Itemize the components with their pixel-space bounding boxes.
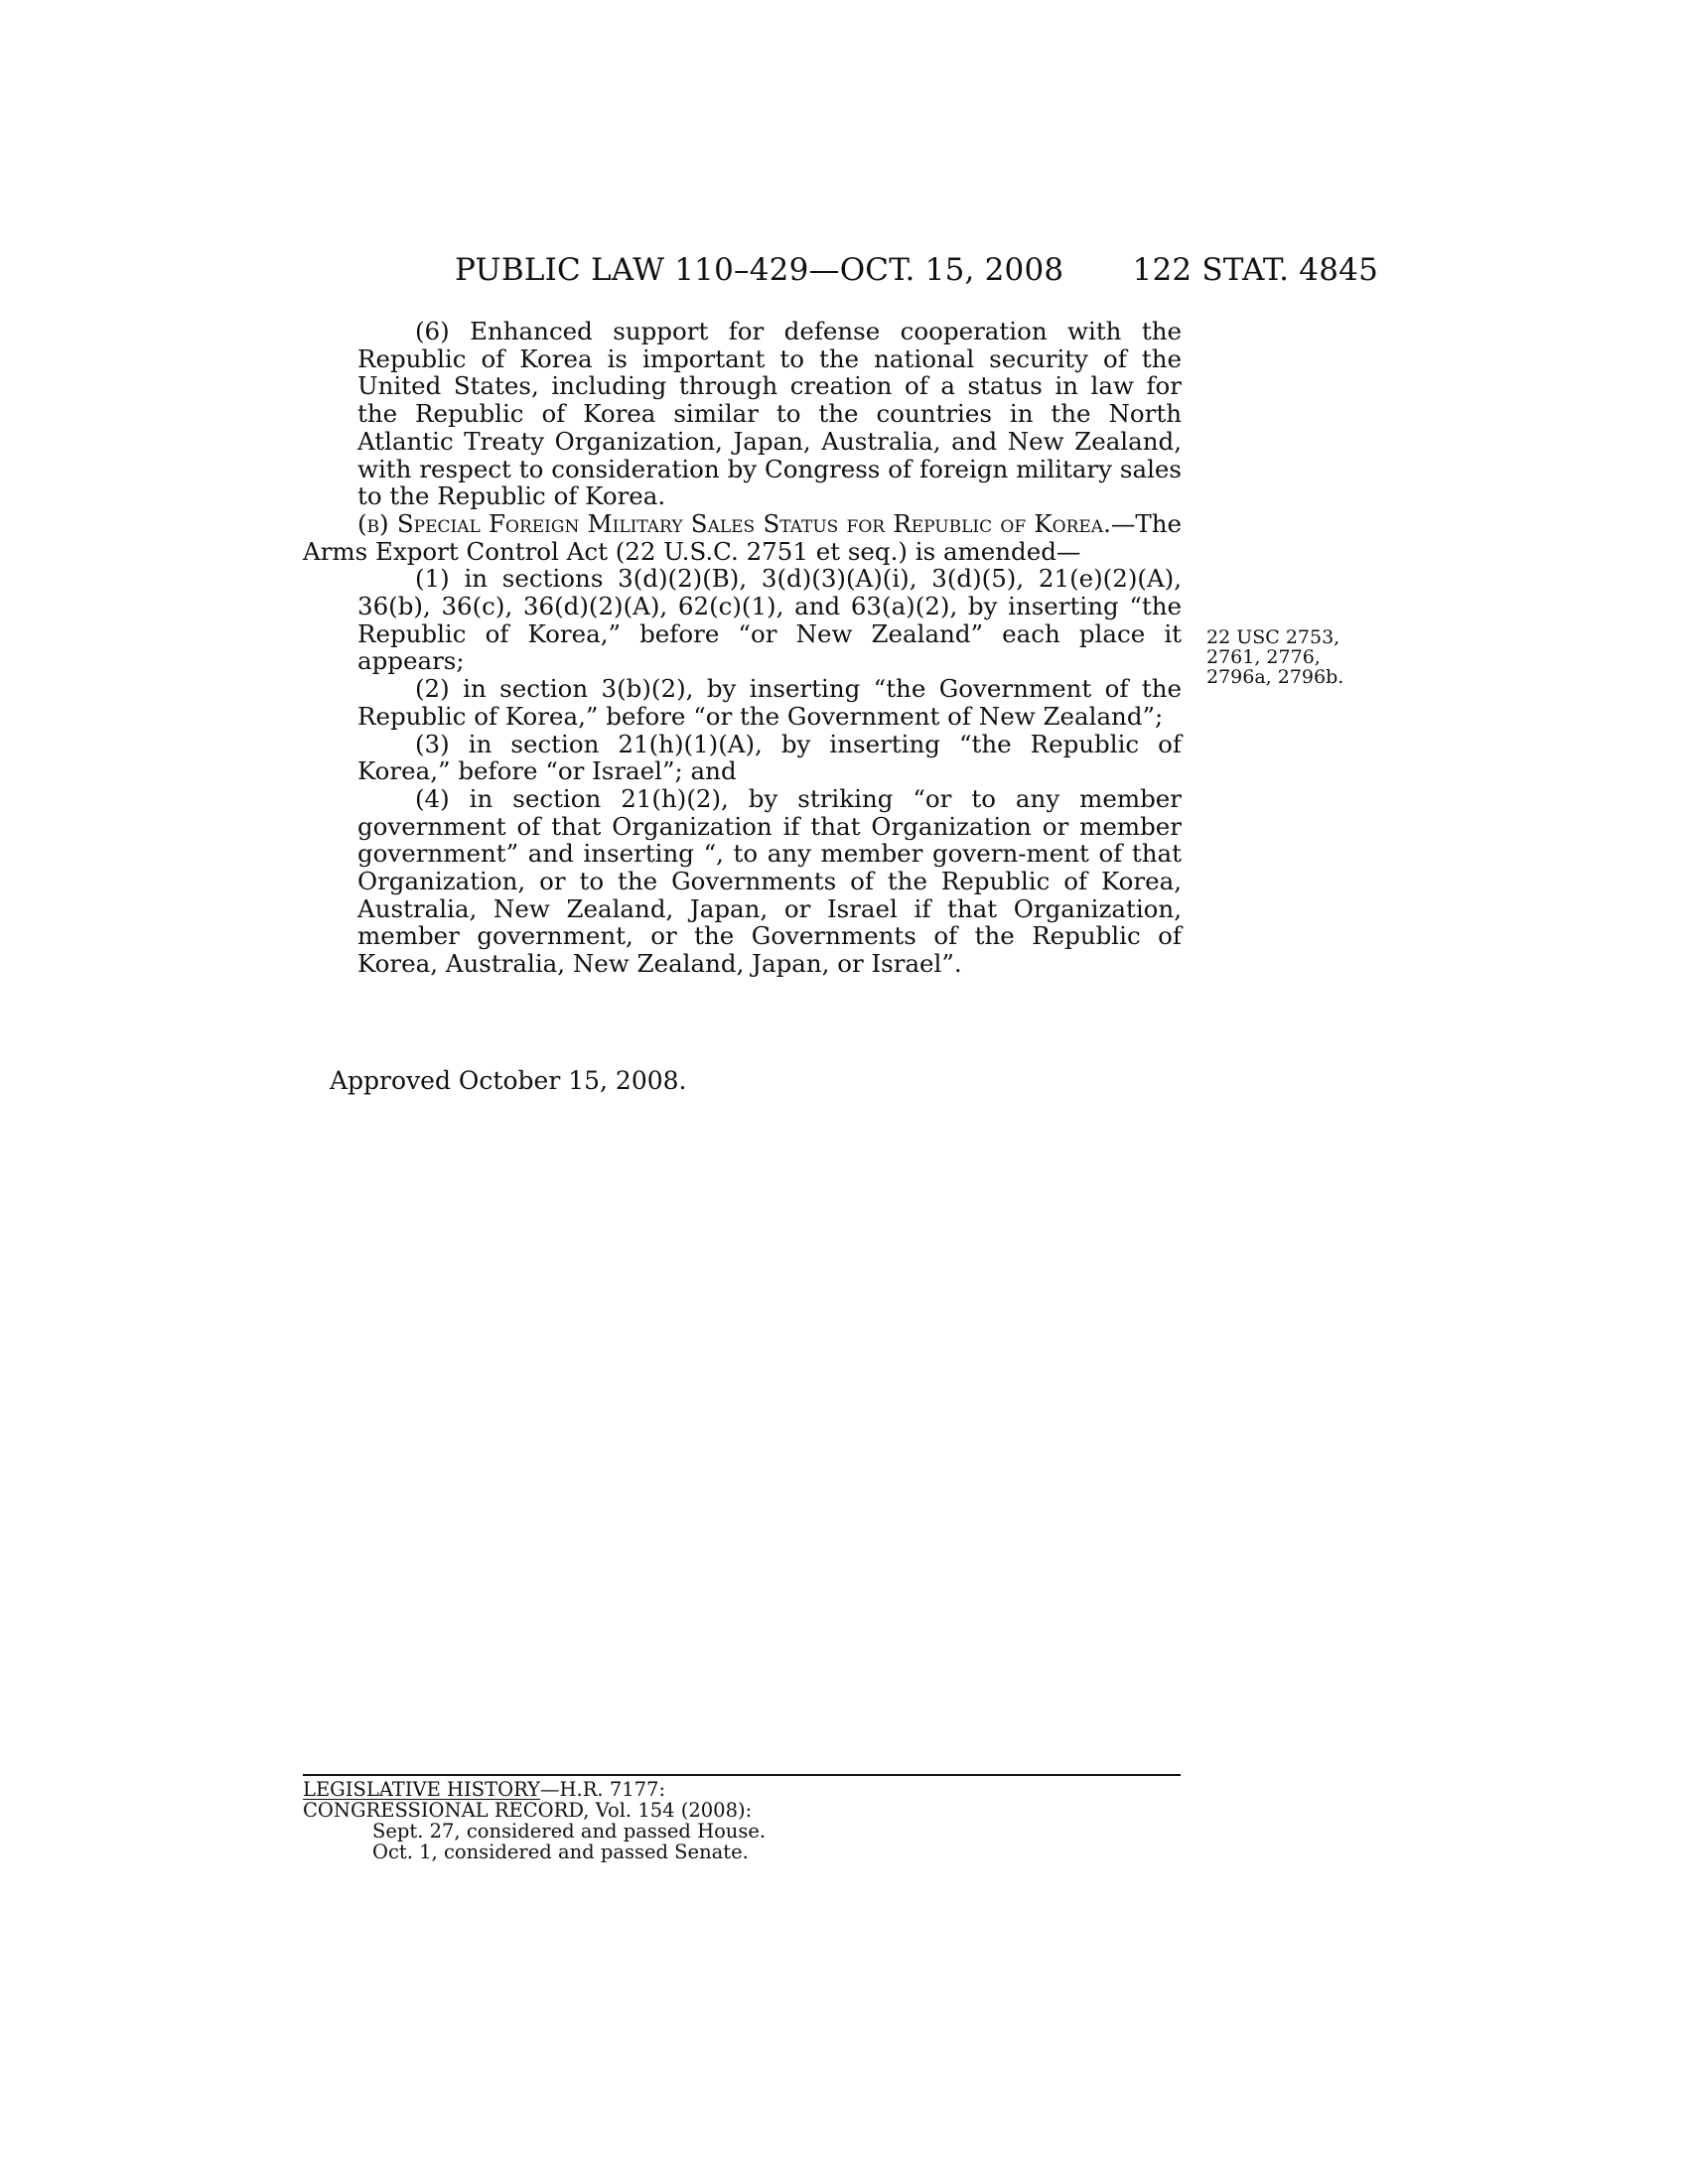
amendment-item-3: (3) in section 21(h)(1)(A), by inserting “the Republic of Korea,” before “or Israel”; and	[357, 729, 1182, 786]
approval-date: Approved October 15, 2008.	[330, 1066, 687, 1095]
paragraph-b-heading: (b) Special Foreign Military Sales Status for Republic of Korea.	[357, 508, 1111, 538]
margin-citation-note: 22 USC 2753, 2761, 2776, 2796a, 2796b.	[1206, 626, 1344, 688]
paragraph-b-text: —The Arms Export Control Act (22 U.S.C. 2751 et seq.) is amended—	[303, 508, 1182, 566]
amendment-item-4: (4) in section 21(h)(2), by striking “or to any member government of that Organization if that Organization or member government” and inserting “, to any member govern-ment of that Organization, or to the Governments of the Republic of Korea, Australia, New Zealand, Japan, or Israel if that Organization, member government, or the Governments of the Republic of Korea, Australia, New Zealand, Japan, or Israel”.	[357, 783, 1182, 979]
footer-divider	[303, 1774, 1181, 1776]
legislative-history-bill: —H.R. 7177:	[540, 1778, 666, 1801]
page-header	[455, 252, 1378, 292]
senate-passage-line: Oct. 1, considered and passed Senate.	[372, 1841, 749, 1863]
amendment-item-2: (2) in section 3(b)(2), by inserting “the Government of the Republic of Korea,” before “or the Government of New Zealand”;	[357, 674, 1182, 731]
legislative-history-heading: LEGISLATIVE HISTORY	[303, 1778, 541, 1801]
legislative-history-heading-line	[303, 1779, 1181, 1800]
amendment-item-1: (1) in sections 3(d)(2)(B), 3(d)(3)(A)(i), 3(d)(5), 21(e)(2)(A), 36(b), 36(c), 36(d)(2)(A), 62(c)(1), and 63(a)(2), by inserting “the Republic of Korea,” before “or New Zealand” each place it appears;	[357, 564, 1182, 676]
house-passage-line: Sept. 27, considered and passed House.	[372, 1820, 767, 1843]
document-body	[303, 318, 1182, 978]
header-title: PUBLIC LAW 110–429—OCT. 15, 2008	[455, 252, 1064, 288]
paragraph-6: (6) Enhanced support for defense cooperation with the Republic of Korea is important to the national security of the United States, including through creation of a status in law for the Republic of Korea similar to the countries in the North Atlantic Treaty Organization, Japan, Australia, and New Zealand, with respect to consideration by Congress of foreign military sales to the Republic of Korea.	[357, 317, 1182, 511]
legislative-history-footer	[303, 1779, 1181, 1862]
header-stat-citation: 122 STAT. 4845	[1132, 252, 1378, 288]
paragraph-b	[303, 510, 1182, 565]
congressional-record-line: CONGRESSIONAL RECORD, Vol. 154 (2008):	[303, 1799, 753, 1822]
